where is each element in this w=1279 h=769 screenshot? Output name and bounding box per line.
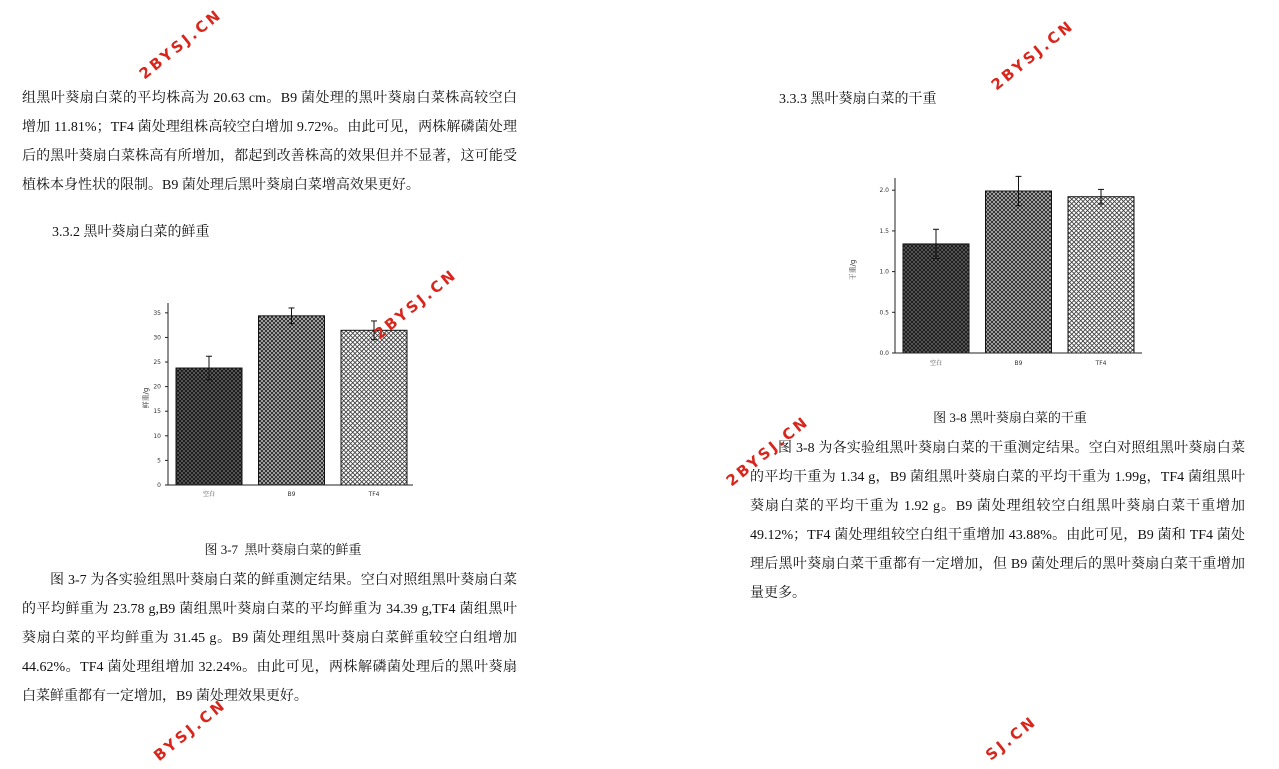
plot-area bbox=[141, 303, 413, 498]
y-tick-label: 2.0 bbox=[879, 187, 889, 195]
text-line: 白菜鲜重都有一定增加，B9 菌处理效果更好。 bbox=[22, 689, 308, 704]
section-heading-fresh-weight: 3.3.2 黑叶葵扇白菜的鲜重 bbox=[52, 225, 210, 240]
x-tick-label-blank: 空白 bbox=[929, 360, 943, 367]
bar-b9 bbox=[259, 316, 325, 485]
y-axis-label: 干重/g bbox=[849, 259, 857, 281]
y-tick-label: 0.0 bbox=[879, 350, 889, 357]
y-tick-label: 30 bbox=[153, 334, 161, 342]
watermark: 2BYSJ.CN bbox=[370, 265, 461, 343]
text-line: 葵扇白菜的平均鲜重为 31.45 g。B9 菌处理组黑叶葵扇白菜鲜重较空白组增加 bbox=[22, 631, 517, 646]
text-line: 理后黑叶葵扇白菜干重都有一定增加，但 B9 菌处理后的黑叶葵扇白菜干重增加 bbox=[750, 557, 1245, 572]
x-tick-label-b9: B9 bbox=[1014, 360, 1023, 367]
x-tick-label-tf4: TF4 bbox=[368, 491, 380, 498]
plot-area bbox=[848, 176, 1142, 367]
y-tick-label: 1.0 bbox=[879, 268, 889, 276]
paragraph-fresh-weight-results bbox=[22, 566, 517, 711]
bar-tf4 bbox=[341, 330, 407, 485]
text-line: 葵扇白菜的平均干重为 1.92 g。B9 菌处理组较空白组黑叶葵扇白菜干重增加 bbox=[750, 499, 1245, 514]
text-line: 图 3-7 为各实验组黑叶葵扇白菜的鲜重测定结果。空白对照组黑叶葵扇白菜 bbox=[50, 573, 517, 588]
y-tick-label: 10 bbox=[153, 432, 161, 440]
text-line: 44.62%。TF4 菌处理组增加 32.24%。由此可见，两株解磷菌处理后的黑叶葵扇 bbox=[22, 660, 517, 675]
y-tick-label: 0.5 bbox=[879, 309, 889, 317]
paragraph-dry-weight-results bbox=[750, 434, 1245, 608]
watermark: SJ.CN bbox=[982, 711, 1041, 765]
text-line: 植株本身性状的限制。B9 菌处理后黑叶葵扇白菜增高效果更好。 bbox=[22, 178, 420, 193]
watermark: 2BYSJ.CN bbox=[722, 412, 813, 490]
y-tick-label: 20 bbox=[153, 383, 161, 391]
y-tick-label: 5 bbox=[157, 457, 161, 465]
y-tick-label: 35 bbox=[153, 309, 161, 317]
bar-b9 bbox=[986, 191, 1052, 353]
x-tick-label-tf4: TF4 bbox=[1095, 360, 1107, 367]
text-line: 图 3-8 为各实验组黑叶葵扇白菜的干重测定结果。空白对照组黑叶葵扇白菜 bbox=[778, 441, 1245, 456]
y-tick-label: 15 bbox=[153, 408, 161, 416]
bar-blank bbox=[903, 244, 969, 353]
text-line: 增加 11.81%；TF4 菌处理组株高较空白增加 9.72%。由此可见，两株解磷菌处理 bbox=[22, 120, 517, 135]
bar-blank bbox=[176, 368, 242, 485]
section-heading-dry-weight: 3.3.3 黑叶葵扇白菜的干重 bbox=[779, 92, 937, 107]
dry-weight-bar-chart bbox=[840, 170, 1150, 375]
figure-caption-fresh-weight: 图 3-7 黑叶葵扇白菜的鲜重 bbox=[204, 542, 362, 557]
watermark: BYSJ.CN bbox=[150, 695, 230, 765]
x-tick-label-b9: B9 bbox=[287, 491, 296, 498]
text-line: 组黑叶葵扇白菜的平均株高为 20.63 cm。B9 菌处理的黑叶葵扇白菜株高较空白 bbox=[22, 91, 517, 106]
watermark: 2BYSJ.CN bbox=[987, 16, 1078, 94]
x-tick-label-blank: 空白 bbox=[202, 491, 216, 498]
y-tick-label: 25 bbox=[153, 359, 161, 367]
paragraph-plant-height-summary bbox=[22, 84, 517, 200]
watermark: 2BYSJ.CN bbox=[135, 5, 226, 83]
y-tick-label: 0 bbox=[157, 482, 161, 489]
y-tick-label: 1.5 bbox=[879, 227, 889, 235]
text-line: 49.12%；TF4 菌处理组较空白组干重增加 43.88%。由此可见，B9 菌和 TF4 菌处 bbox=[750, 528, 1245, 543]
text-line: 的平均鲜重为 23.78 g,B9 菌组黑叶葵扇白菜的平均鲜重为 34.39 g,TF4 菌组黑叶 bbox=[22, 602, 517, 617]
bar-tf4 bbox=[1068, 197, 1134, 353]
text-line: 后的黑叶葵扇白菜株高有所增加，都起到改善株高的效果但并不显著，这可能受 bbox=[22, 149, 517, 164]
y-axis-label: 鲜重/g bbox=[142, 387, 150, 409]
text-line: 的平均干重为 1.34 g，B9 菌组黑叶葵扇白菜的平均干重为 1.99g，TF4 菌组黑叶 bbox=[750, 470, 1245, 485]
figure-caption-dry-weight: 图 3-8 黑叶葵扇白菜的干重 bbox=[933, 410, 1087, 425]
text-line: 量更多。 bbox=[750, 586, 806, 601]
